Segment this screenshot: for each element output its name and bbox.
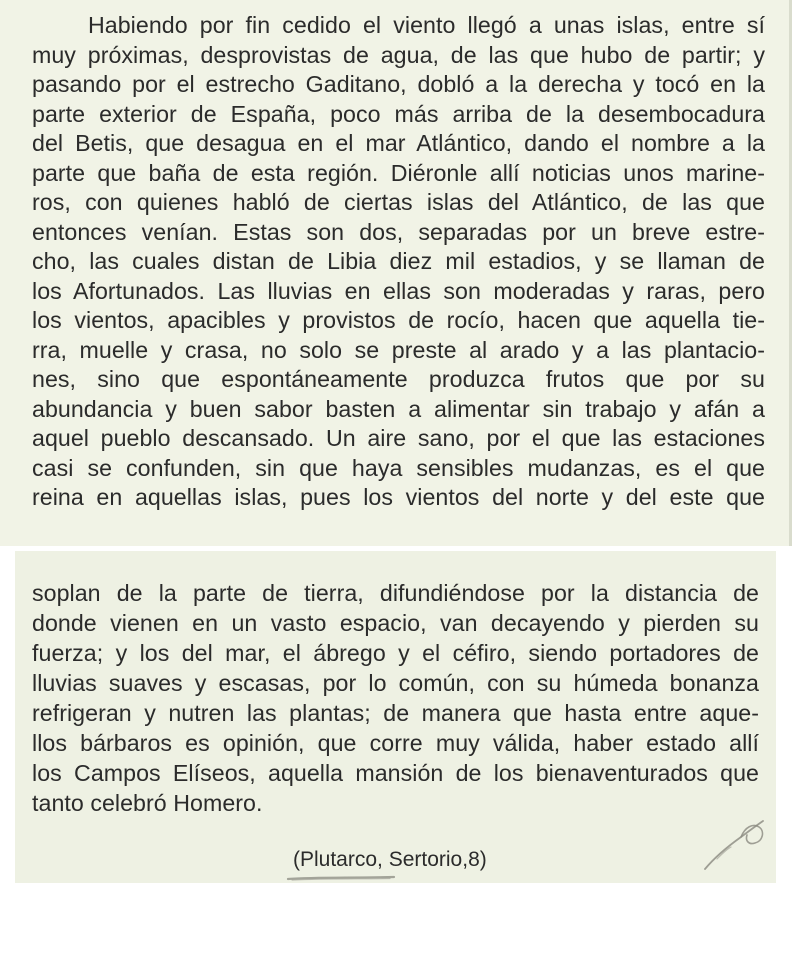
text-line: refrigeran y nutren las plantas; de manera que hasta entre aque-	[32, 700, 759, 726]
text-line: abundancia y buen sabor basten a alimentar sin trabajo y afán a	[32, 395, 765, 422]
text-line: muy próximas, desprovistas de agua, de las que hubo de partir; y	[32, 41, 765, 68]
text-line: donde vienen en un vasto espacio, van decayendo y pierden su	[32, 610, 759, 636]
text-line: rra, muelle y crasa, no solo se preste al arado y a las plantacio-	[32, 336, 765, 363]
text-line: llos bárbaros es opinión, que corre muy válida, haber estado allí	[32, 730, 759, 756]
text-line: reina en aquellas islas, pues los vientos del norte y del este que	[32, 484, 765, 510]
text-line: parte exterior de España, poco más arriba de la desembocadura	[32, 100, 765, 127]
text-line: Habiendo por fin cedido el viento llegó a unas islas, entre sí	[88, 12, 765, 38]
text-line: nes, sino que espontáneamente produzca frutos que por su	[32, 366, 765, 392]
text-line: los Afortunados. Las lluvias en ellas son moderadas y raras, pero	[32, 277, 765, 304]
text-line: aquel pueblo descansado. Un aire sano, por el que las estaciones	[32, 425, 765, 451]
text-line: soplan de la parte de tierra, difundiéndose por la distancia de	[32, 580, 759, 606]
scanned-page-bottom	[15, 551, 776, 883]
text-line: tanto celebró Homero.	[32, 790, 263, 816]
text-line: los Campos Elíseos, aquella mansión de los bienaventurados que	[32, 760, 759, 786]
citation: (Plutarco, Sertorio,8)	[293, 848, 487, 871]
text-line: casi se confunden, sin que haya sensibles mudanzas, es el que	[32, 454, 765, 481]
paragraph-top	[32, 11, 765, 513]
page-edge	[789, 0, 792, 546]
text-line: cho, las cuales distan de Libia diez mil estadios, y se llaman de	[32, 248, 765, 274]
pencil-underline-mark	[286, 875, 396, 881]
paragraph-bottom	[32, 578, 759, 818]
text-line: pasando por el estrecho Gaditano, dobló a la derecha y tocó en la	[32, 71, 765, 97]
text-line: parte que baña de esta región. Diéronle allí noticias unos marine-	[32, 159, 765, 186]
text-line: los vientos, apacibles y provistos de rocío, hacen que aquella tie-	[32, 307, 765, 333]
text-line: del Betis, que desagua en el mar Atlántico, dando el nombre a la	[32, 130, 765, 156]
text-line: fuerza; y los del mar, el ábrego y el céfiro, siendo portadores de	[32, 640, 759, 666]
text-line: entonces venían. Estas son dos, separadas por un breve estre-	[32, 218, 765, 245]
text-line: lluvias suaves y escasas, por lo común, con su húmeda bonanza	[32, 670, 759, 696]
pencil-scribble-mark	[697, 813, 777, 873]
text-line: ros, con quienes habló de ciertas islas del Atlántico, de las que	[32, 189, 765, 215]
